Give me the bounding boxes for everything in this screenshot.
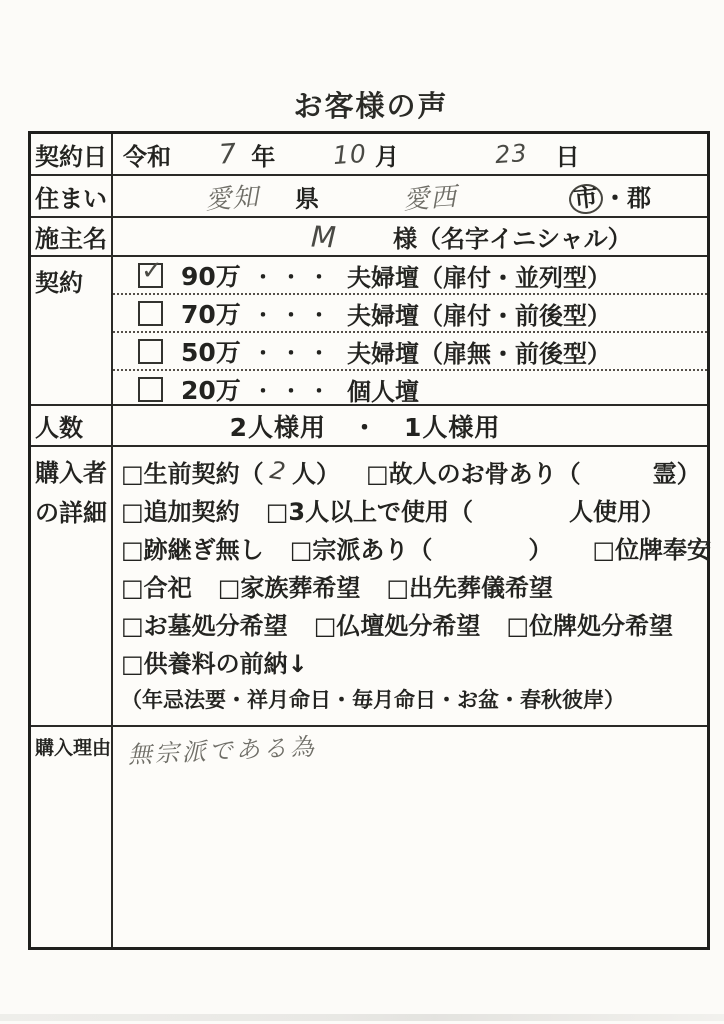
city-or-county-option (569, 178, 651, 214)
city-circle-annotation: 市 (568, 182, 605, 215)
checkbox-option-ihai-shobun[interactable]: □位牌処分希望 (506, 611, 674, 640)
details-line-3 (121, 528, 711, 566)
purchase-reason-label: 購入理由 (31, 727, 113, 947)
purchase-reason-handwritten: 無宗派である為 (127, 732, 318, 769)
option-price: 90万 (181, 262, 241, 291)
details-line-2 (121, 490, 711, 528)
option-dots: ・・・ (253, 378, 337, 403)
memorial-services-note: （年忌法要・祥月命日・毎月命日・お盆・春秋彼岸） (121, 688, 625, 712)
option-dots: ・・・ (253, 302, 337, 327)
people-count-label: 人数 (31, 406, 113, 445)
row-contract-options (31, 255, 707, 404)
option-description: 夫婦壇（扉無・前後型） (347, 339, 611, 368)
customer-voice-form (28, 131, 710, 950)
checkbox-50man[interactable] (138, 339, 163, 364)
prefecture-unit: 県 (295, 184, 320, 213)
checkbox-option-kazokusou[interactable]: □家族葬希望 (217, 573, 361, 602)
checkbox-option-ihai-houan[interactable]: □位牌奉安 (592, 535, 712, 564)
era-label: 令和 (123, 142, 171, 171)
option-description: 夫婦壇（扉付・並列型） (347, 263, 611, 292)
checkbox-option-goushi[interactable]: □合祀 (121, 573, 192, 602)
month-unit: 月 (375, 142, 399, 171)
year-handwritten-value: 7 (217, 137, 239, 171)
checkbox-option-shussaki-sougi[interactable]: □出先葬儀希望 (386, 573, 554, 602)
row-residence (31, 174, 707, 216)
option-dots: ・・・ (253, 264, 337, 289)
day-handwritten-value: 23 (494, 138, 529, 170)
page-title: お客様の声 (293, 89, 449, 123)
checkbox-option-ohaka-shobun[interactable]: □お墓処分希望 (121, 611, 288, 640)
checkbox-option-seizen-keiyaku[interactable]: □生前契約（ (121, 459, 264, 488)
checkbox-70man[interactable] (138, 301, 163, 326)
details-line-5 (121, 604, 711, 642)
contract-option-20man (113, 369, 707, 407)
month-handwritten-value: 10 (332, 138, 368, 170)
owner-initial-handwritten: M (310, 219, 338, 254)
contract-date-value (113, 134, 707, 174)
row-people-count (31, 404, 707, 445)
day-unit: 日 (555, 142, 580, 171)
seizen-keiyaku-close: 人） (291, 459, 340, 488)
checkbox-option-shuha-ari[interactable]: □宗派あり（ ） (289, 535, 553, 564)
owner-name-label: 施主名 (31, 218, 113, 255)
details-line-4 (121, 566, 711, 604)
row-purchase-reason (31, 725, 707, 947)
contract-date-label: 契約日 (31, 134, 113, 174)
details-line-1 (121, 452, 711, 490)
checkbox-option-kojin-okotsu[interactable]: □故人のお骨あり（ 霊） (365, 459, 701, 488)
details-line-6 (121, 642, 711, 680)
checkbox-option-3nin-ijou[interactable]: □3人以上で使用（ 人使用） (265, 497, 666, 526)
row-contract-date (31, 134, 707, 174)
row-purchaser-details (31, 445, 712, 725)
purchaser-details-cell (113, 447, 715, 725)
owner-suffix-label: 様（名字イニシャル） (393, 225, 632, 253)
checkbox-option-tsuika-keiyaku[interactable]: □追加契約 (121, 497, 240, 526)
contract-options (113, 257, 707, 404)
county-option-rest: ・郡 (603, 184, 652, 212)
purchaser-details-label-line1: 購入者 (35, 459, 107, 487)
checkbox-option-atotsugi-nashi[interactable]: □跡継ぎ無し (121, 535, 264, 564)
option-price: 70万 (181, 300, 241, 329)
checkbox-90man[interactable] (138, 255, 163, 288)
option-description: 夫婦壇（扉付・前後型） (347, 301, 611, 330)
prefecture-handwritten-value: 愛知 (204, 181, 261, 216)
checkbox-option-butsudan-shobun[interactable]: □仏壇処分希望 (313, 611, 481, 640)
purchase-reason-cell (113, 727, 707, 947)
contract-option-50man (113, 331, 707, 369)
people-handwritten-value: 2 (267, 456, 288, 486)
contract-option-70man (113, 293, 707, 331)
checkbox-option-kuyouryou-zennou[interactable]: □供養料の前納↓ (121, 649, 308, 678)
checkmark-icon: ✓ (141, 255, 163, 286)
residence-label: 住まい (31, 176, 113, 216)
details-line-7 (121, 680, 711, 718)
option-price: 20万 (181, 376, 241, 405)
option-price: 50万 (181, 338, 241, 367)
people-count-cell (113, 406, 707, 445)
option-dots: ・・・ (253, 340, 337, 365)
row-owner-name (31, 216, 707, 255)
option-description: 個人壇 (347, 377, 419, 406)
people-count-value: 2人様用 ・ 1人様用 (229, 412, 501, 442)
checkbox-20man[interactable] (138, 377, 163, 402)
residence-value (113, 176, 707, 216)
purchaser-details-label-line2: の詳細 (35, 499, 107, 527)
contract-option-90man (113, 257, 707, 293)
year-unit: 年 (251, 142, 276, 171)
city-handwritten-value: 愛西 (402, 181, 459, 216)
owner-name-value (113, 218, 707, 255)
contract-label: 契約 (31, 257, 113, 404)
purchaser-details-label (31, 447, 113, 725)
